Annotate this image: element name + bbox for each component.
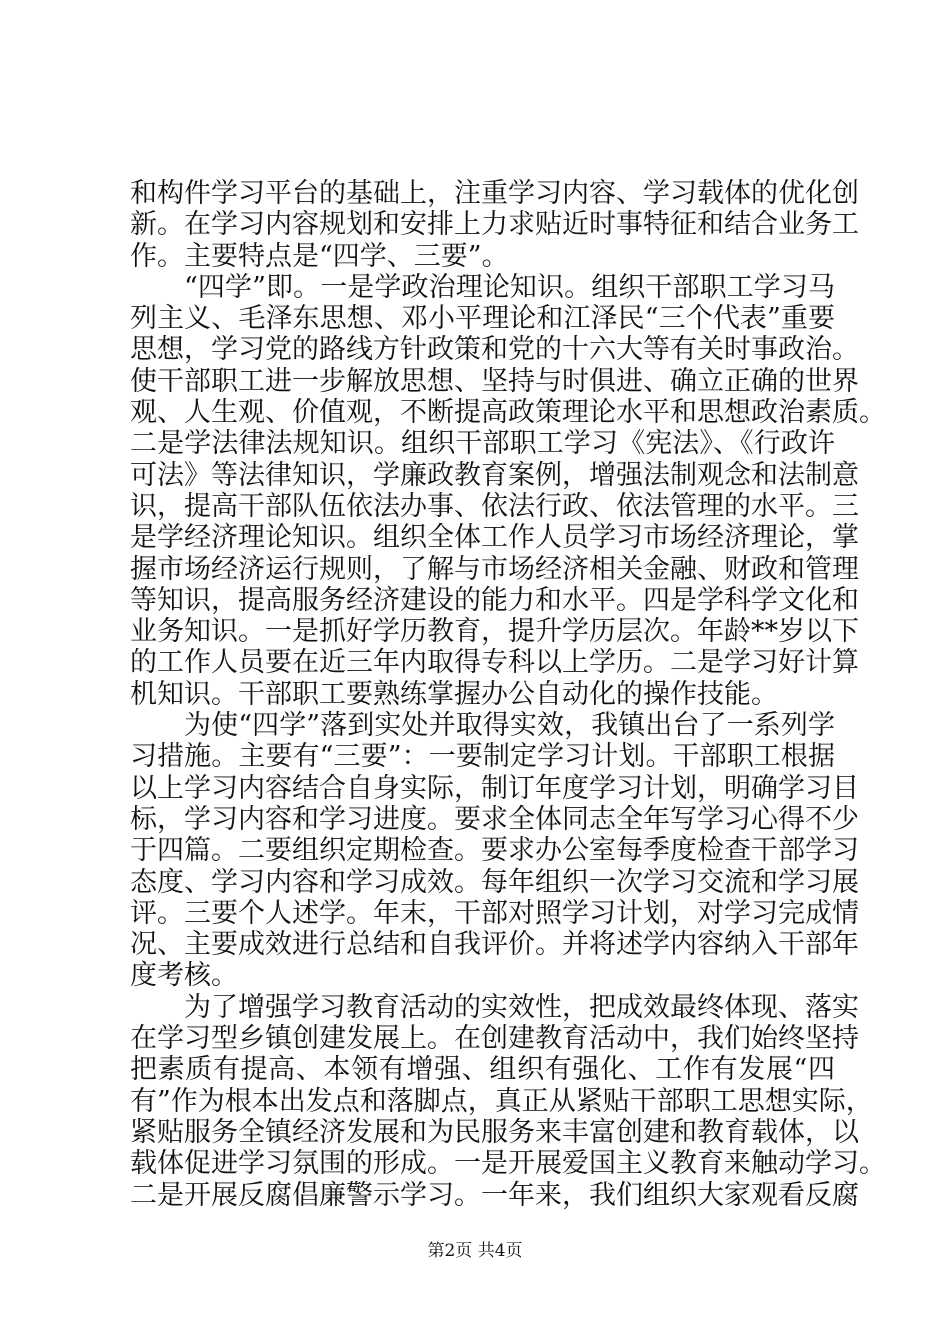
text-line: 评。三要个人述学。年末，干部对照学习计划，对学习完成情 <box>130 897 859 929</box>
text-line: 二是开展反腐倡廉警示学习。一年来，我们组织大家观看反腐 <box>130 1179 859 1211</box>
text-line: 使干部职工进一步解放思想、坚持与时俱进、确立正确的世界 <box>130 365 859 397</box>
text-line: 载体促进学习氛围的形成。一是开展爱国主义教育来触动学习。 <box>130 1148 886 1180</box>
text-line: 的工作人员要在近三年内取得专科以上学历。二是学习好计算 <box>130 647 859 679</box>
text-line: 业务知识。一是抓好学历教育，提升学历层次。年龄**岁以下 <box>130 616 859 648</box>
text-line: 态度、学习内容和学习成效。每年组织一次学习交流和学习展 <box>130 866 859 898</box>
text-line: 可法》等法律知识，学廉政教育案例，增强法制观念和法制意 <box>130 459 859 491</box>
text-line: 新。在学习内容规划和安排上力求贴近时事特征和结合业务工 <box>130 209 859 241</box>
text-line: 有”作为根本出发点和落脚点，真正从紧贴干部职工思想实际， <box>130 1085 873 1117</box>
text-line: 于四篇。二要组织定期检查。要求办公室每季度检查干部学习 <box>130 835 859 867</box>
text-line: 习措施。主要有“三要”：一要制定学习计划。干部职工根据 <box>130 741 835 773</box>
text-line: “四学”即。一是学政治理论知识。组织干部职工学习马 <box>184 271 835 303</box>
text-line: 以上学习内容结合自身实际，制订年度学习计划，明确学习目 <box>130 772 859 804</box>
text-line: 观、人生观、价值观，不断提高政策理论水平和思想政治素质。 <box>130 397 886 429</box>
paragraph <box>130 271 886 710</box>
text-line: 把素质有提高、本领有增强、组织有强化、工作有发展“四 <box>130 1054 835 1086</box>
text-line: 握市场经济运行规则，了解与市场经济相关金融、财政和管理 <box>130 553 859 585</box>
text-line: 等知识，提高服务经济建设的能力和水平。四是学科学文化和 <box>130 584 859 616</box>
text-line: 紧贴服务全镇经济发展和为民服务来丰富创建和教育载体，以 <box>130 1116 859 1148</box>
text-line: 作。主要特点是“四学、三要”。 <box>130 240 509 272</box>
text-line: 机知识。干部职工要熟练掌握办公自动化的操作技能。 <box>130 678 778 710</box>
document-body <box>130 178 886 1211</box>
page-number-label: 第2页 共4页 <box>427 1241 523 1261</box>
text-line: 识，提高干部队伍依法办事、依法行政、依法管理的水平。三 <box>130 490 859 522</box>
text-line: 况、主要成效进行总结和自我评价。并将述学内容纳入干部年 <box>130 929 859 961</box>
text-line: 在学习型乡镇创建发展上。在创建教育活动中，我们始终坚持 <box>130 1023 859 1055</box>
page-footer <box>0 1241 950 1261</box>
paragraph <box>130 178 859 272</box>
text-line: 为使“四学”落到实处并取得实效，我镇出台了一系列学 <box>184 710 835 742</box>
text-line: 度考核。 <box>130 960 238 992</box>
text-line: 和构件学习平台的基础上，注重学习内容、学习载体的优化创 <box>130 178 859 209</box>
text-line: 思想，学习党的路线方针政策和党的十六大等有关时事政治。 <box>130 334 859 366</box>
text-line: 是学经济理论知识。组织全体工作人员学习市场经济理论，掌 <box>130 522 859 554</box>
text-line: 为了增强学习教育活动的实效性，把成效最终体现、落实 <box>184 991 859 1023</box>
paragraph <box>130 991 886 1211</box>
text-line: 列主义、毛泽东思想、邓小平理论和江泽民“三个代表”重要 <box>130 303 835 335</box>
paragraph <box>130 710 859 992</box>
text-line: 标，学习内容和学习进度。要求全体同志全年写学习心得不少 <box>130 803 859 835</box>
text-line: 二是学法律法规知识。组织干部职工学习《宪法》、《行政许 <box>130 428 835 460</box>
